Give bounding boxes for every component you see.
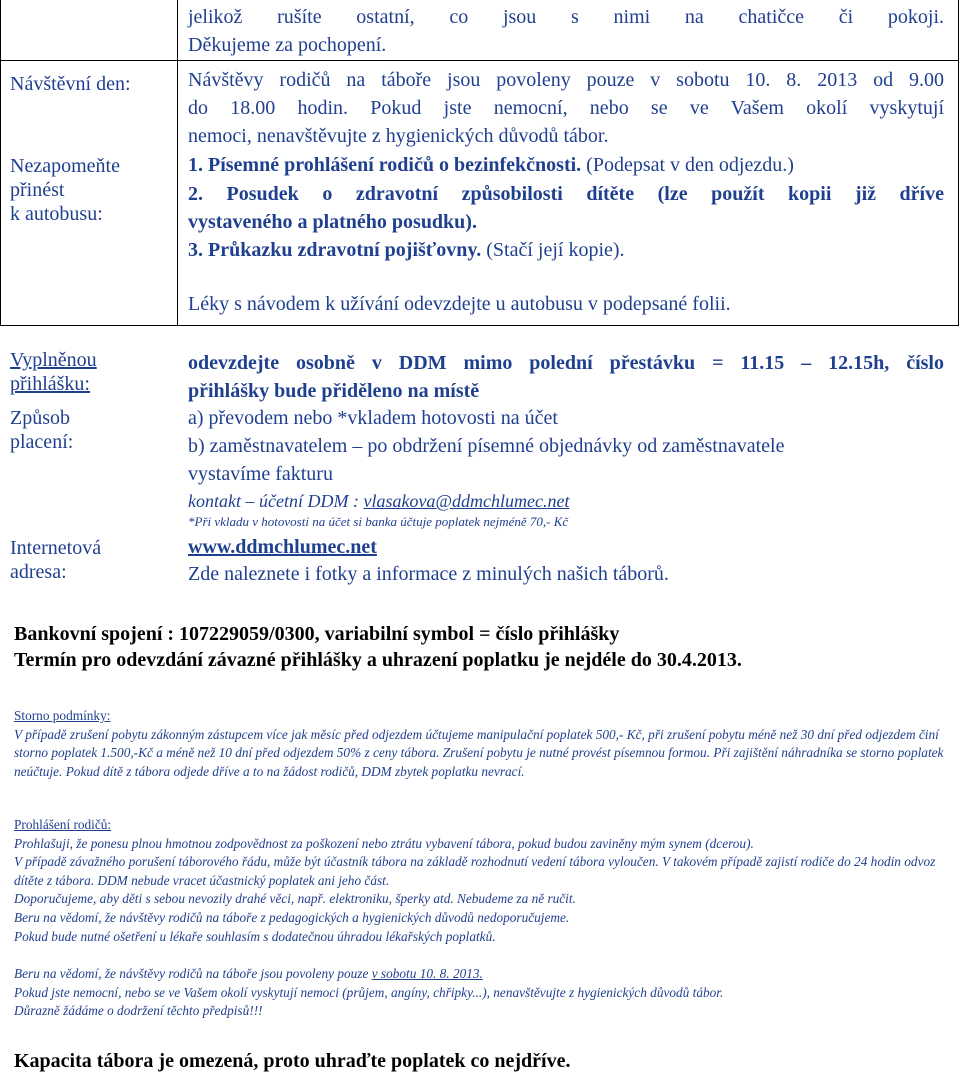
bring-item-1 [188,151,944,179]
web-description: Zde naleznete i fotky a informace z minulých našich táborů. [188,563,669,585]
declaration-line5: Pokud bude nutné ošetření u lékaře souhlasím s dodatečnou úhradou lékařských poplatků. [14,928,496,944]
declaration-line2: V případě závažného porušení táborového řádu, může být účastník tábora na základě rozhodnutí vedení tábora vyloučen. V takovém případě zajistí rodiče do 24 hodin odvoz dítěte z tábora. DDM nebude vracet účastnický poplatek ani jeho část. [14,854,936,888]
notice-line3: Důrazně žádáme o dodržení těchto předpisů!!! [14,1003,263,1019]
table-divider [177,0,178,326]
payment-label-1: Způsob [10,407,70,429]
bank-line2: Termín pro odevzdání závazné přihlášky a uhrazení poplatku je nejdéle do 30.4.2013. [14,649,742,671]
form-label-1: Vyplněnou [10,349,97,371]
visits-label: Návštěvní den: [10,73,131,95]
declaration-line4: Beru na vědomí, že návštěvy rodičů na táboře z pedagogických a hygienických důvodů nedoporučujeme. [14,909,570,925]
table-border-left [0,0,1,326]
web-label [10,536,170,584]
payment-option-b: b) zaměstnavatelem – po obdržení písemné objednávky od zaměstnavatele [188,435,785,457]
bring-label-1: Nezapomeňte [10,155,120,177]
web-url-link[interactable]: www.ddmchlumec.net [188,536,377,558]
declaration-title: Prohlášení rodičů: [14,817,112,832]
meds-note: Léky s návodem k užívání odevzdejte u autobusu v podepsané folii. [188,293,731,315]
payment-contact-prefix: kontakt – účetní DDM : [188,491,364,511]
declaration-line1: Prohlašuji, že ponesu plnou hmotnou zodpovědnost za poškození nebo ztrátu vybavení tábora, pokud budou zaviněny mým synem (dcerou). [14,835,754,851]
visits-line3: nemoci, nenavštěvujte z hygienických důvodů tábor. [188,125,609,147]
payment-label-2: placení: [10,431,74,453]
top-row-line2: Děkujeme za pochopení. [188,34,387,56]
bank-line1: Bankovní spojení : 107229059/0300, variabilní symbol = číslo přihlášky [14,623,620,645]
payment-option-a: a) převodem nebo *vkladem hotovosti na účet [188,407,558,429]
payment-note: *Při vkladu v hotovosti na účet si banka účtuje poplatek nejméně 70,- Kč [188,514,569,529]
bring-label-3: k autobusu: [10,203,103,225]
form-label-2: přihlášku: [10,373,90,395]
payment-contact [188,487,944,515]
bring-label [10,154,170,226]
notice-section [14,965,948,1021]
storno-section [14,707,948,781]
web-label-1: Internetová [10,537,102,559]
storno-title: Storno podmínky: [14,708,111,723]
table-border-bottom [0,325,959,326]
form-line1: odevzdejte osobně v DDM mimo polední přestávku = 11.15 – 12.15h, číslo [188,352,944,374]
bring-item-3-rest: (Stačí její kopie). [481,239,625,261]
visits-line1: Návštěvy rodičů na táboře jsou povoleny pouze v sobotu 10. 8. 2013 od 9.00 [188,69,944,91]
bring-item-1-bold: 1. Písemné prohlášení rodičů o bezinfekčnosti. [188,154,582,176]
bring-item-3-bold: 3. Průkazku zdravotní pojišťovny. [188,239,482,261]
notice-line1-date: v sobotu 10. 8. 2013. [371,966,483,981]
declaration-line3: Doporučujeme, aby děti s sebou nevozily drahé věci, např. elektroniku, šperky atd. Nebudeme za ně ručit. [14,891,576,907]
bring-label-2: přinést [10,179,65,201]
bring-item-3 [188,236,944,264]
form-label [10,348,170,396]
contact-email-link[interactable]: vlasakova@ddmchlumec.net [363,491,570,511]
payment-label [10,406,170,454]
notice-line2: Pokud jste nemocní, nebo se ve Vašem okolí vyskytují nemoci (průjem, angíny, chřipky...), nenavštěvujte z hygienických důvodů tábor. [14,984,724,1000]
table-row-separator [0,60,959,61]
payment-option-b-cont: vystavíme fakturu [188,463,333,485]
top-row-line1: jelikož rušíte ostatní, co jsou s nimi na chatičce či pokoji. [188,6,944,28]
storno-text: V případě zrušení pobytu zákonným zástupcem více jak měsíc před odjezdem účtujeme manipulační poplatek 500,- Kč, při zrušení pobytu méně než 30 dní před odjezdem činí storno poplatek 1.500,-Kč a méně než 10 dní před odjezdem 50% z ceny tábora. Zrušení pobytu je nutné provést písemnou formou. Při zajištění náhradníka se storno poplatek neúčtuje. Pokud dítě z tábora odjede dříve a to na žádost rodičů, DDM zbytek poplatku nevrací. [14,726,944,779]
bring-item-1-rest: (Podepsat v den odjezdu.) [581,154,794,176]
notice-line1 [14,965,948,984]
form-line2: přihlášky bude přiděleno na místě [188,380,480,402]
capacity-note: Kapacita tábora je omezená, proto uhraďte poplatek co nejdříve. [14,1050,571,1072]
bring-item-2-line2: vystaveného a platného posudku). [188,211,477,233]
visits-line2: do 18.00 hodin. Pokud jste nemocní, nebo se ve Vašem okolí vyskytují [188,97,944,119]
web-label-2: adresa: [10,561,67,583]
bring-item-2-line1: 2. Posudek o zdravotní způsobilosti dítěte (lze použít kopii již dříve [188,183,944,205]
notice-line1-prefix: Beru na vědomí, že návštěvy rodičů na táboře jsou povoleny pouze [14,966,372,981]
table-border-right [958,0,959,326]
declaration-section [14,816,948,946]
